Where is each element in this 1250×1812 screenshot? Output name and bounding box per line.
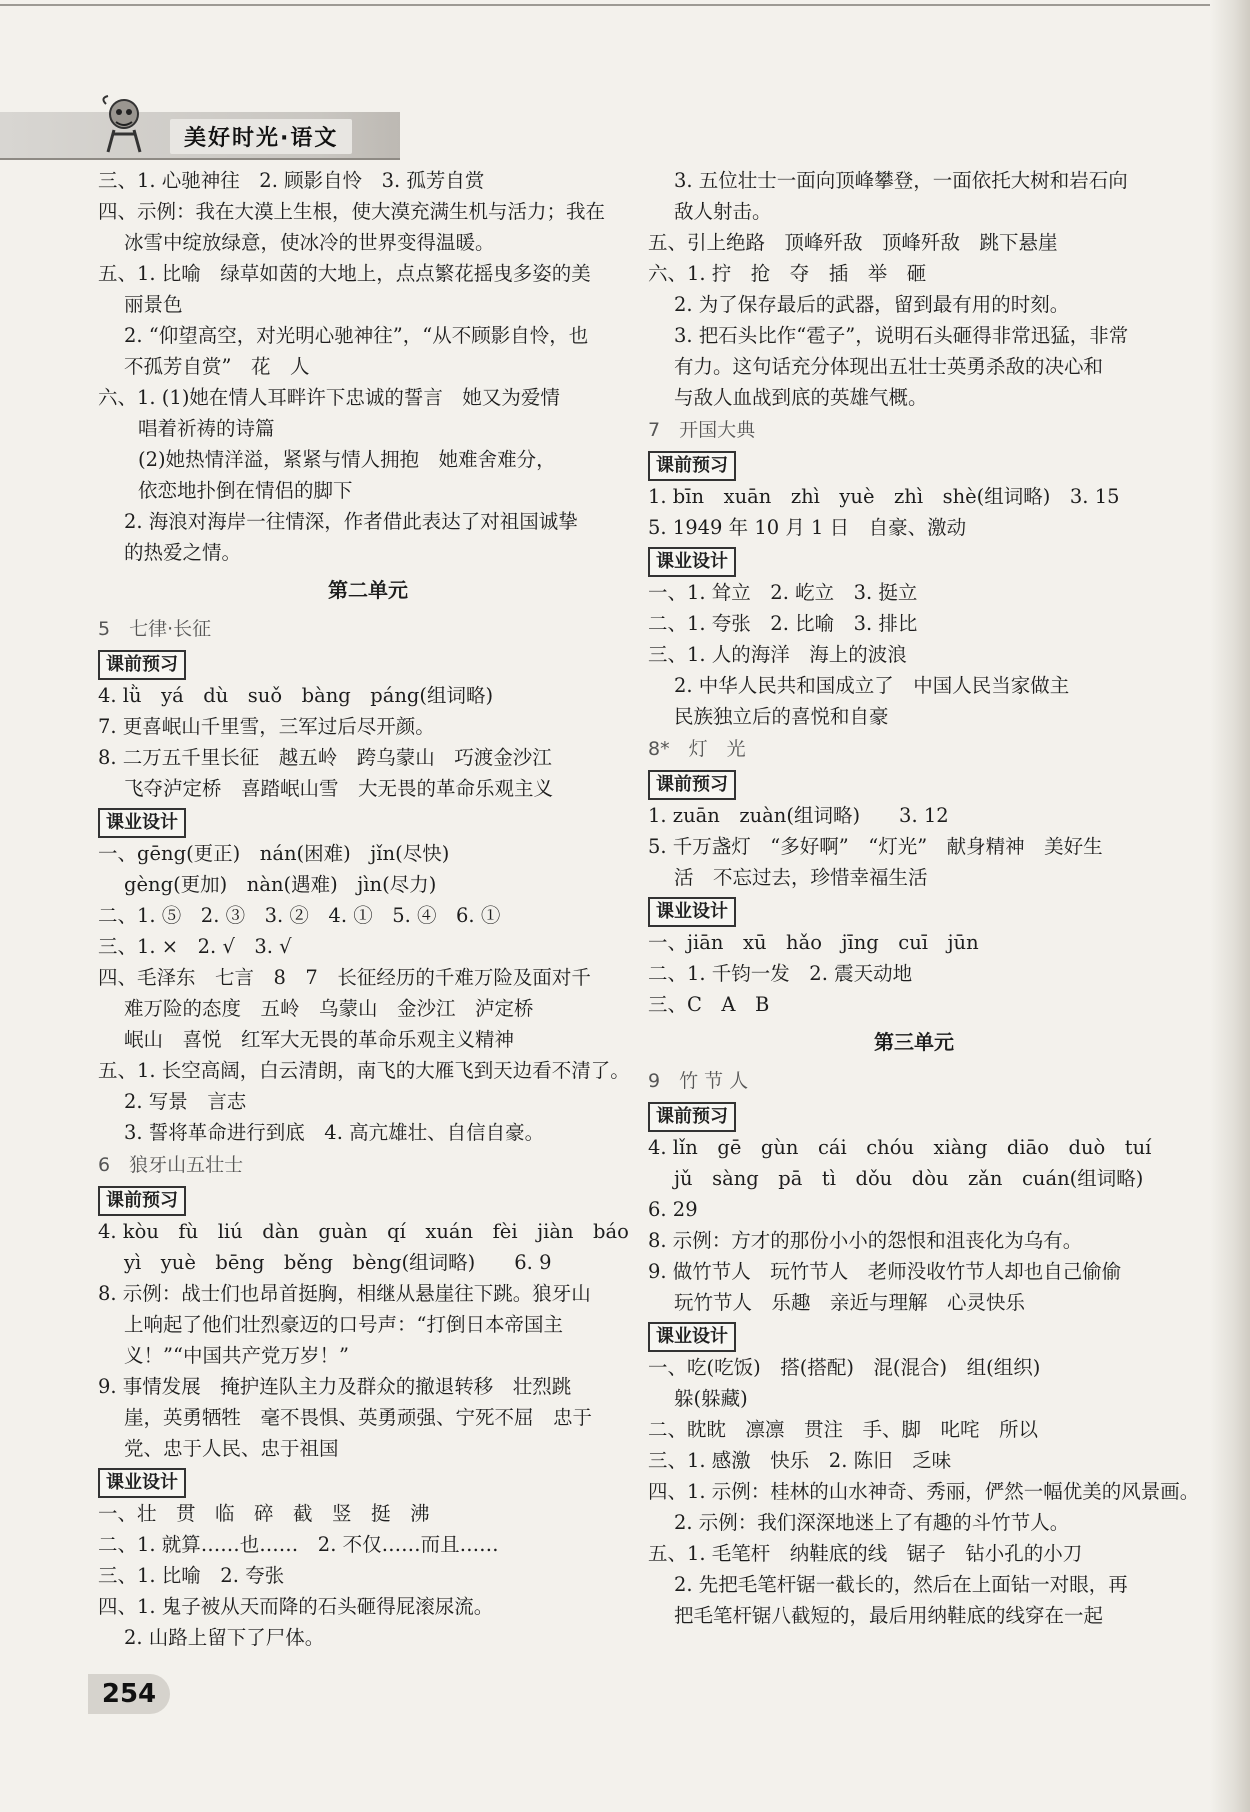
answer-line: 1. bīn xuān zhì yuè zhì shè(组词略) 3. 15 [648, 485, 1120, 508]
answer-line: 2. 中华人民共和国成立了 中国人民当家做主 [674, 674, 1070, 697]
answer-line: jǔ sàng pā tì dǒu dòu zǎn cuán(组词略) [674, 1167, 1144, 1190]
answer-line: 三、1. 人的海洋 海上的波浪 [648, 643, 907, 666]
answer-line: 二、1. ⑤ 2. ③ 3. ② 4. ① 5. ④ 6. ① [98, 904, 501, 927]
answer-line: 五、引上绝路 顶峰歼敌 顶峰歼敌 跳下悬崖 [648, 231, 1058, 254]
answer-line: 五、1. 毛笔杆 纳鞋底的线 锯子 钻小孔的小刀 [648, 1542, 1083, 1565]
section-box [98, 1182, 638, 1216]
answer-line: 把毛笔杆锯八截短的，最后用纳鞋底的线穿在一起 [674, 1604, 1104, 1627]
answer-line: 四、毛泽东 七言 8 7 长征经历的千难万险及面对千 [98, 966, 591, 989]
answer-line: 冰雪中绽放绿意，使冰冷的世界变得温暖。 [124, 231, 495, 254]
right-column [648, 165, 1200, 1631]
answer-line: 2. 写景 言志 [124, 1090, 247, 1113]
section-box [648, 1318, 1180, 1352]
answer-line: 5. 1949 年 10 月 1 日 自豪、激动 [648, 516, 967, 539]
section-box [98, 646, 638, 680]
answer-line: 二、1. 夸张 2. 比喻 3. 排比 [648, 612, 918, 635]
answer-line: 三、1. 比喻 2. 夸张 [98, 1564, 285, 1587]
unit-title: 第三单元 [874, 1030, 954, 1054]
answer-line: 一、吃(吃饭) 搭(搭配) 混(混合) 组(组织) [648, 1356, 1041, 1379]
answer-line: 躲(躲藏) [674, 1387, 748, 1410]
answer-line: 8. 二万五千里长征 越五岭 跨乌蒙山 巧渡金沙江 [98, 746, 552, 769]
mascot-icon [96, 94, 156, 156]
answer-line: 2. 为了保存最后的武器，留到最有用的时刻。 [674, 293, 1070, 316]
answer-line: 的热爱之情。 [124, 541, 242, 564]
section-box-label: 课业设计 [648, 547, 736, 577]
answer-line: 一、壮 贯 临 碎 截 竖 挺 沸 [98, 1502, 430, 1525]
top-edge-line [0, 4, 1210, 6]
lesson-title: 8* 灯 光 [648, 738, 746, 760]
answer-line: 玩竹节人 乐趣 亲近与理解 心灵快乐 [674, 1291, 1026, 1314]
answer-line: 一、1. 耸立 2. 屹立 3. 挺立 [648, 581, 918, 604]
answer-line: yì yuè bēng běng bèng(组词略) 6. 9 [124, 1251, 552, 1274]
section-box [648, 766, 1180, 800]
lesson-title: 9 竹 节 人 [648, 1070, 749, 1092]
section-box-label: 课前预习 [98, 650, 186, 680]
section-box [98, 804, 638, 838]
answer-line: 2. 山路上留下了尸体。 [124, 1626, 325, 1649]
answer-line: 二、1. 就算……也…… 2. 不仅……而且…… [98, 1533, 499, 1556]
page-number: 254 [88, 1674, 170, 1714]
answer-line: gèng(更加) nàn(遇难) jìn(尽力) [124, 873, 437, 896]
header-title: 美好时光·语文 [170, 119, 352, 154]
section-box-label: 课前预习 [648, 1102, 736, 1132]
answer-line: 四、1. 示例：桂林的山水神奇、秀丽，俨然一幅优美的风景画。 [648, 1480, 1200, 1503]
answer-line: 7. 更喜岷山千里雪，三军过后尽开颜。 [98, 715, 435, 738]
answer-line: 2. 先把毛笔杆锯一截长的，然后在上面钻一对眼，再 [674, 1573, 1128, 1596]
answer-line: 三、1. 感激 快乐 2. 陈旧 乏味 [648, 1449, 952, 1472]
section-box-label: 课业设计 [648, 897, 736, 927]
answer-line: 2. “仰望高空，对光明心驰神往”，“从不顾影自怜，也 [124, 324, 589, 347]
answer-line: 8. 示例：方才的那份小小的怨恨和沮丧化为乌有。 [648, 1229, 1083, 1252]
answer-line: 依恋地扑倒在情侣的脚下 [138, 479, 353, 502]
answer-line: 3. 把石头比作“雹子”，说明石头砸得非常迅猛，非常 [674, 324, 1129, 347]
section-box [648, 893, 1180, 927]
answer-line: 活 不忘过去，珍惜幸福生活 [674, 866, 928, 889]
answer-line: 党、忠于人民、忠于祖国 [124, 1437, 339, 1460]
section-box-label: 课前预习 [98, 1186, 186, 1216]
answer-line: 六、1. 拧 抢 夺 插 举 砸 [648, 262, 927, 285]
answer-line: 2. 海浪对海岸一往情深，作者借此表达了对祖国诚挚 [124, 510, 578, 533]
answer-line: 三、1. × 2. √ 3. √ [98, 935, 292, 958]
section-box-label: 课业设计 [98, 808, 186, 838]
left-column [98, 165, 638, 1653]
section-box-label: 课前预习 [648, 451, 736, 481]
answer-line: 9. 做竹节人 玩竹节人 老师没收竹节人却也自己偷偷 [648, 1260, 1122, 1283]
lesson-title: 7 开国大典 [648, 419, 756, 441]
answer-line: 三、C A B [648, 993, 770, 1016]
answer-line: 2. 示例：我们深深地迷上了有趣的斗竹节人。 [674, 1511, 1070, 1534]
answer-line: 与敌人血战到底的英雄气概。 [674, 386, 928, 409]
section-box [648, 1098, 1180, 1132]
answer-line: 3. 誓将革命进行到底 4. 高亢雄壮、自信自豪。 [124, 1121, 545, 1144]
answer-line: 5. 千万盏灯 “多好啊” “灯光” 献身精神 美好生 [648, 835, 1103, 858]
answer-line: 6. 29 [648, 1198, 698, 1221]
answer-line: 4. lǜ yá dù suǒ bàng páng(组词略) [98, 684, 494, 707]
answer-line: 崖，英勇牺牲 毫不畏惧、英勇顽强、宁死不屈 忠于 [124, 1406, 593, 1429]
lesson-title: 6 狼牙山五壮士 [98, 1154, 244, 1176]
answer-line: 有力。这句话充分体现出五壮士英勇杀敌的决心和 [674, 355, 1104, 378]
answer-line: 岷山 喜悦 红军大无畏的革命乐观主义精神 [124, 1028, 515, 1051]
answer-line: 敌人射击。 [674, 200, 772, 223]
page-edge-shadow [1210, 0, 1250, 1812]
answer-line: 3. 五位壮士一面向顶峰攀登，一面依托大树和岩石向 [674, 169, 1128, 192]
lesson-title: 5 七律·长征 [98, 618, 212, 640]
answer-line: 不孤芳自赏” 花 人 [124, 355, 310, 378]
answer-line: 飞夺泸定桥 喜踏岷山雪 大无畏的革命乐观主义 [124, 777, 554, 800]
answer-line: (2)她热情洋溢，紧紧与情人拥抱 她难舍难分， [138, 448, 556, 471]
section-box [648, 543, 1180, 577]
answer-line: 六、1. (1)她在情人耳畔许下忠诚的誓言 她又为爱情 [98, 386, 560, 409]
answer-line: 五、1. 比喻 绿草如茵的大地上，点点繁花摇曳多姿的美 [98, 262, 591, 285]
answer-line: 二、眈眈 凛凛 贯注 手、脚 叱咤 所以 [648, 1418, 1039, 1441]
answer-line: 三、1. 心驰神往 2. 顾影自怜 3. 孤芳自赏 [98, 169, 485, 192]
answer-line: 8. 示例：战士们也昂首挺胸，相继从悬崖往下跳。狼牙山 [98, 1282, 591, 1305]
answer-line: 9. 事情发展 掩护连队主力及群众的撤退转移 壮烈跳 [98, 1375, 572, 1398]
answer-line: 四、示例：我在大漠上生根，使大漠充满生机与活力；我在 [98, 200, 606, 223]
section-box [98, 1464, 638, 1498]
answer-line: 四、1. 鬼子被从天而降的石头砸得屁滚尿流。 [98, 1595, 494, 1618]
answer-line: 4. lǐn gē gùn cái chóu xiàng diāo duò tuí [648, 1136, 1152, 1159]
answer-line: 二、1. 千钧一发 2. 震天动地 [648, 962, 913, 985]
answer-line: 五、1. 长空高阔，白云清朗，南飞的大雁飞到天边看不清了。 [98, 1059, 630, 1082]
section-box [648, 447, 1180, 481]
answer-line: 一、gēng(更正) nán(困难) jǐn(尽快) [98, 842, 450, 865]
answer-line: 唱着祈祷的诗篇 [138, 417, 275, 440]
section-box-label: 课前预习 [648, 770, 736, 800]
answer-line: 4. kòu fù liú dàn guàn qí xuán fèi jiàn báo [98, 1220, 629, 1243]
section-box-label: 课业设计 [98, 1468, 186, 1498]
answer-line: 上响起了他们壮烈豪迈的口号声：“打倒日本帝国主 [124, 1313, 563, 1336]
answer-line: 1. zuān zuàn(组词略) 3. 12 [648, 804, 949, 827]
answer-line: 义！”“中国共产党万岁！” [124, 1344, 349, 1367]
answer-line: 民族独立后的喜悦和自豪 [674, 705, 889, 728]
unit-title: 第二单元 [328, 578, 408, 602]
section-box-label: 课业设计 [648, 1322, 736, 1352]
answer-line: 难万险的态度 五岭 乌蒙山 金沙江 泸定桥 [124, 997, 534, 1020]
answer-line: 丽景色 [124, 293, 183, 316]
answer-line: 一、jiān xū hǎo jīng cuī jūn [648, 931, 979, 954]
